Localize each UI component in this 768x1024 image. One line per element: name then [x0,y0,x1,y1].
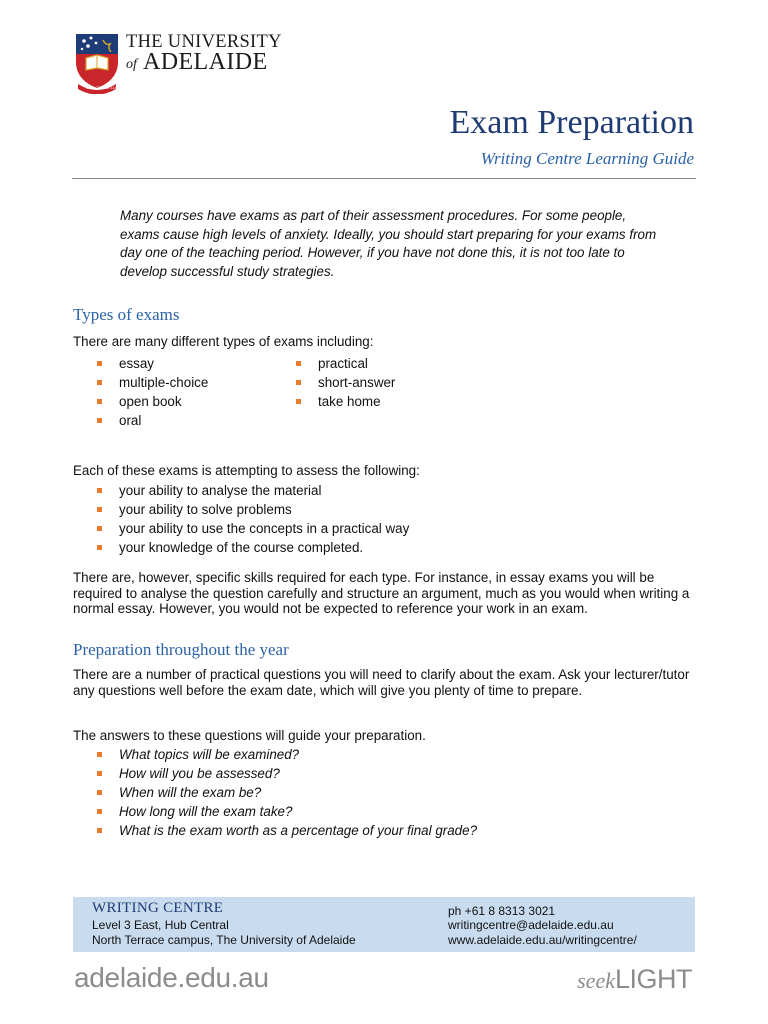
footer-address-line1: Level 3 East, Hub Central [92,918,229,932]
title-divider [72,178,696,179]
bullet-icon [97,545,102,550]
footer-phone: ph +61 8 8313 3021 [448,904,556,918]
list-item: open book [73,392,273,411]
bullet-icon [97,380,102,385]
bullet-icon [97,790,102,795]
footer-email-link[interactable]: writingcentre@adelaide.edu.au [448,918,614,932]
page-subtitle: Writing Centre Learning Guide [480,149,694,168]
section-heading-types: Types of exams [73,305,180,324]
bullet-icon [97,418,102,423]
university-name-line2: ADELAIDE [143,49,268,75]
bullet-icon [296,399,301,404]
list-item: How will you be assessed? [73,764,693,783]
list-item: your ability to solve problems [73,500,693,519]
preparation-paragraph-2: The answers to these questions will guide your preparation. [73,728,426,743]
list-item: How long will the exam take? [73,802,693,821]
bullet-icon [97,507,102,512]
skills-paragraph: There are, however, specific skills required for each type. For instance, in essay exams you will be required to analyse the question carefully and structure an argument, much as you would when writing a normal essay. However, you would not be expected to reference your work in an exam. [73,570,690,616]
list-item: When will the exam be? [73,783,693,802]
university-motto: SUB CRUCE LUMEN [86,85,125,90]
exam-types-list-col1 [73,354,273,430]
bullet-icon [97,809,102,814]
bullet-icon [97,526,102,531]
university-name-line1: THE UNIVERSITY [126,32,282,52]
bullet-icon [97,399,102,404]
bullet-icon [97,488,102,493]
page-title: Exam Preparation [449,104,694,141]
preparation-paragraph-1: There are a number of practical questions you will need to clarify about the exam. Ask your lecturer/tutor any questions well before the exam date, which will give you plenty of time to prepare. [73,667,690,698]
list-item: practical [272,354,472,373]
list-item: short-answer [272,373,472,392]
footer-address-line2: North Terrace campus, The University of Adelaide [92,933,356,947]
list-item: multiple-choice [73,373,273,392]
university-logo [74,30,282,98]
bullet-icon [97,771,102,776]
bullet-icon [97,752,102,757]
list-item: What topics will be examined? [73,745,693,764]
list-item: your ability to use the concepts in a practical way [73,519,693,538]
footer-site-link[interactable]: adelaide.edu.au [74,962,269,993]
types-lead: There are many different types of exams including: [73,334,374,349]
light-text: LIGHT [614,964,692,994]
assess-list [73,481,693,557]
list-item: take home [272,392,472,411]
list-item: essay [73,354,273,373]
intro-paragraph: Many courses have exams as part of their assessment procedures. For some people, exams cause high levels of anxiety. Ideally, you should start preparing for your exams from day one of the teaching period. However, if you have not done this, it is not too late to develop successful study strategies. [120,208,657,279]
bullet-icon [97,828,102,833]
bullet-icon [97,361,102,366]
university-name-of: of [126,57,137,72]
bullet-icon [296,361,301,366]
footer-web-link[interactable]: www.adelaide.edu.au/writingcentre/ [448,933,637,947]
list-item: What is the exam worth as a percentage of your final grade? [73,821,693,840]
list-item: your knowledge of the course completed. [73,538,693,557]
footer-heading: WRITING CENTRE [92,900,224,916]
list-item: oral [73,411,273,430]
exam-types-list-col2 [272,354,472,411]
list-item: your ability to analyse the material [73,481,693,500]
seek-text: seek [577,968,615,993]
seek-light-logo [577,964,692,995]
section-heading-preparation: Preparation throughout the year [73,640,289,659]
questions-list [73,745,693,840]
bullet-icon [296,380,301,385]
assess-lead: Each of these exams is attempting to assess the following: [73,463,420,478]
